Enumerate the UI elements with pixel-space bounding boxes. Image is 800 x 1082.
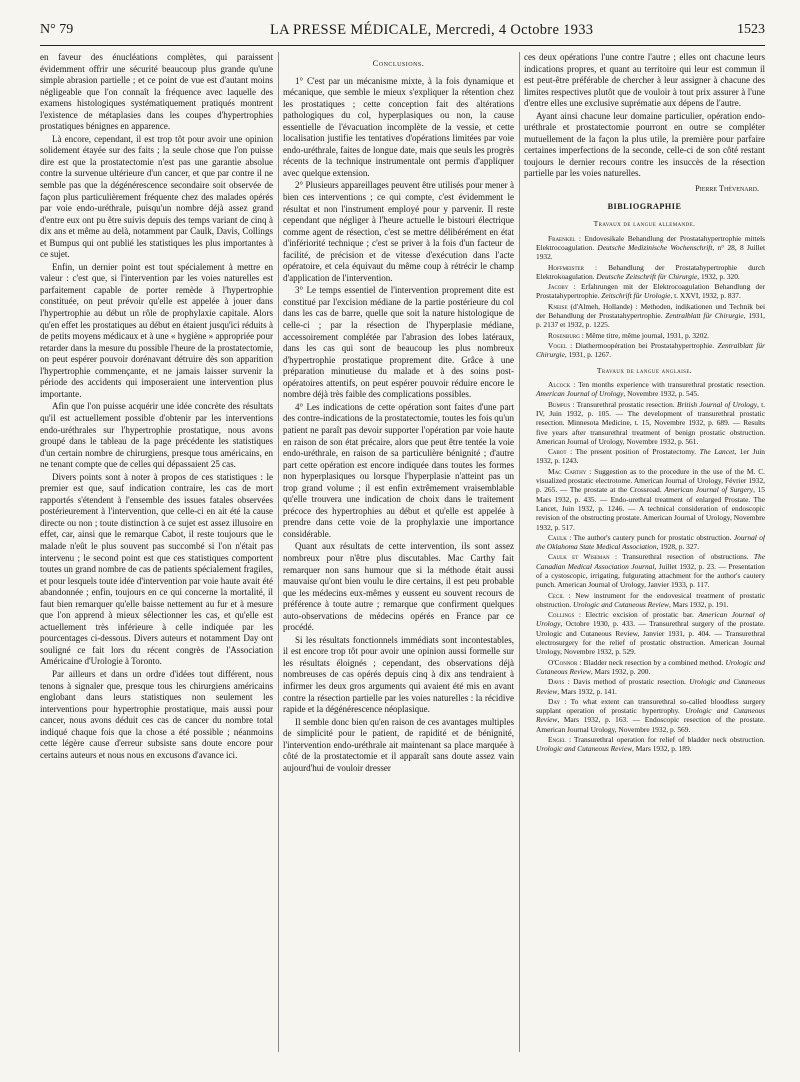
reference-entry xyxy=(524,677,765,696)
reference-author: Day xyxy=(548,696,561,706)
reference-text: : Transurethral operation for relief of bladder neck obstruction. xyxy=(565,735,765,745)
reference-author: Vogel xyxy=(548,340,567,350)
reference-text: , Novembre 1932, p. 545. xyxy=(623,389,699,399)
reference-text: : Behandlung der Prostatahypertrophie durch Elektrokoagulation. xyxy=(536,262,765,281)
reference-text: : Davis method of prostatic resection. xyxy=(564,677,690,687)
reference-text: , 15 Mars 1932, p. 435. — Endo-urethral treatment of enlarged Prostate. The Lancet, Juin 1932, p. 1246. — A technical consideration of endoscopic revision of the obstructing prostate. American Journal of Urology, Novembre 1932, p. 517. xyxy=(536,485,765,532)
paragraph: 2° Plusieurs appareillages peuvent être utilisés pour mener à bien ces interventions ; ce qui compte, c'est évidemment le résultat et non l'instrument employé pour y parvenir. Il reste cependant que négliger à l'heure actuelle le bistouri électrique comme agent de résection, c'est se mettre délibérément en état d'infériorité technique ; c'est se priver à la fois d'un facteur de facilité, de précision et de vitesse d'exécution dans l'acte opératoire, et cela équivaut du même coup à rétrécir le champ d'application de l'intervention. xyxy=(283,180,514,283)
reference-text: : Transurethral prostatic resection. xyxy=(570,399,677,409)
reference-text: : The present position of Prostatectomy. xyxy=(566,447,700,457)
reference-text: , Mars 1932, p. 191. xyxy=(668,599,729,609)
reference-author: Engel xyxy=(548,735,566,745)
bibliography-title: BIBLIOGRAPHIE xyxy=(607,201,682,211)
reference-author: Kneise xyxy=(548,301,568,311)
paragraph: Par ailleurs et dans un ordre d'idées tout différent, nous tenons à signaler que, presque tous les chirurgiens américains englobant dans leurs statistiques non seulement les interventions pour hypertrophie prostatique, mais aussi pour cancer, nous avons déduit ces cas de cancer du nombre total indiqué chaque fois que la chose a été possible ; néanmoins cette légère cause d'erreur subsiste sans doute encore pour certains auteurs et nous nous en excusons d'avance ici. xyxy=(40,668,273,760)
reference-entry xyxy=(524,380,765,399)
reference-text: , 1928, p. 327. xyxy=(656,542,700,552)
reference-text: , 1er Juin 1932, p. 1243. xyxy=(536,447,765,466)
german-reference-list xyxy=(524,234,765,360)
reference-author: O'Connor xyxy=(548,657,578,667)
german-works-title: Travaux de langue allemande. xyxy=(593,219,696,229)
reference-text: , t. XXVI, 1932, p. 837. xyxy=(670,291,741,301)
paragraph: en faveur des énucléations complètes, qui paraissent évidemment offrir une sécurité beaucoup plus grande qu'une simple abrasion partielle ; et ce point de vue est d'autant moins négligeable que l'on connaît la fréquence avec laquelle des examens histologiques systématiquement pratiqués montrent l'existence de métaplasies dans les coupes d'hypertrophies prostatiques bénignes en apparence. xyxy=(40,52,273,132)
reference-entry xyxy=(524,552,765,589)
reference-text: , Mars 1932, p. 189. xyxy=(632,744,692,754)
reference-source: Deutsche Zeitschrift für Chirurgie xyxy=(596,271,698,281)
reference-source: Urologic and Cutaneous Review xyxy=(536,706,765,725)
reference-text: (d'Almeh, Hollande) : Methoden, indikationen und Technik bei der Behandlung der Prostatahypertrophie. xyxy=(536,301,765,321)
author-signature: Pierre Thévenard. xyxy=(695,184,759,194)
paragraph: Ayant ainsi chacune leur domaine particulier, opération endo-uréthrale et prostatectomie pourront en outre se compléter mutuellement de la façon la plus utile, la première pour parfaire certaines imperfections de la seconde, celle-ci de son côté restant toujours le dernier recours contre les insuccès de la résection partielle par les voies naturelles. xyxy=(524,110,765,179)
reference-source: Zeitschrift für Urologie xyxy=(601,291,671,301)
reference-entry xyxy=(524,400,765,446)
column-divider xyxy=(519,52,520,1052)
reference-source: Urologic and Cutaneous Review xyxy=(536,677,765,696)
reference-author: Cabot xyxy=(548,447,567,457)
reference-text: , n° 28, 8 Juillet 1932. xyxy=(536,242,765,262)
reference-text: , Mars 1932, p. 163. — Endoscopic resection of the prostate. American Journal Urology, Novembre 1932, p. 569. xyxy=(536,715,765,734)
paragraph: ces deux opérations l'une contre l'autre ; elles ont chacune leurs indications propres, et quant au territoire qui leur est commun il est peut-être préférable de chercher à leur assigner à chacune des limites respectives plutôt que de vouloir à tout prix assurer à l'une d'entre elles une exclusive suprématie aux dépens de l'autre. xyxy=(524,52,765,109)
english-works-title: Travaux de langue anglaise. xyxy=(596,365,693,375)
column-divider xyxy=(278,52,279,1052)
paragraph: Il semble donc bien qu'en raison de ces avantages multiples de simplicité pour le patient, de rapidité et de bénignité, l'intervention endo-uréthrale ait maintenant sa place marquée à côté de la prostatectomie et il apparaît sans doute assez vain aujourd'hui de vouloir dresser xyxy=(283,716,514,773)
column-1 xyxy=(40,52,273,1057)
reference-source: Deutsche Medizinische Wochenschrift xyxy=(597,242,713,252)
reference-source: The Lancet xyxy=(699,447,735,457)
reference-author: Davis xyxy=(548,677,565,687)
reference-author: Caulk xyxy=(548,532,567,542)
reference-author: Alcock xyxy=(548,380,571,390)
paragraph: 3° Le temps essentiel de l'intervention proprement dite est constitué par l'excision médiane de la partie postérieure du col dans les cas de barre, quelle que soit la nature histologique de celle-ci ; par la résection de l'hyperplasie médiane, accessoirement complétée par l'abrasion des lobes latéraux, dans les cas qui sont de beaucoup les plus nombreux d'hypertrophie prostatique proprement dite. Grâce à une préparation minutieuse du malade et à des soins post-opératoires attentifs, on peut espérer pouvoir réduire encore le nombre déjà très faible des complications possibles. xyxy=(283,285,514,400)
reference-text: , Mars 1932, p. 200. xyxy=(590,666,651,676)
reference-entry xyxy=(524,658,765,677)
reference-text: : To what extent can transurethral so-called bloodless surgery supplant operation of prostatic hypertrophy. xyxy=(536,696,765,716)
reference-text: , Octobre 1930, p. 433. — Transurethral surgery of the prostate. Urologic and Cutaneous Review, Janvier 1931, p. 404. — Transurethral electrosurgery for the relief of prostatic obstruction. American Journal Urology, Novembre 1932, p. 529. xyxy=(536,619,765,657)
reference-text: : Suggestion as to the procedure in the use of the M. C. visualized prostatic electrotome. American Journal of Urology, Février 1932, p. 265. — The prostate at the Crossroad. xyxy=(536,466,765,495)
reference-text: : Erfahrungen mit der Elektrocoagulation Behandlung der Prostatahypertrophie. xyxy=(536,282,765,301)
reference-author: Caulk et Wiseman xyxy=(548,552,610,562)
reference-text: : Diathermoopération bei Prostatahypertrophie. xyxy=(566,340,718,350)
reference-entry xyxy=(524,331,765,340)
section-title: Conclusions. xyxy=(372,58,425,68)
header-rule xyxy=(40,45,765,46)
reference-text: : Endovesikale Behandlung der Prostatahypertrophie mittels Elektrocoagulation. xyxy=(536,233,765,252)
reference-text: , Juillet 1932, p. 23. — Presentation of a cystoscopic, irrigating, fulgurating attachment for the author's cautery punch. American Journal of Urology, Janvier 1933, p. 117. xyxy=(536,561,765,590)
reference-text: , 1931, p. 1267. xyxy=(564,350,612,360)
paragraph: Quant aux résultats de cette intervention, ils sont assez nombreux pour n'être plus discutables. Mac Carthy fait remarquer non sans humour que si la méthode était aussi mauvaise qu'ont bien voulu le dire certains, il est peu probable que les médecins eux-mêmes y eussent eu souvent recours de préférence à toute autre ; remarque que confirment quelques auto-observations de médecins opérés en France par ce procédé. xyxy=(283,541,514,633)
reference-text: , Mars 1932, p. 141. xyxy=(557,686,617,696)
reference-text: : Electric excision of prostatic bar. xyxy=(574,610,699,620)
column-3 xyxy=(524,52,765,1057)
reference-text: , 1931, p. 2137 et 1932, p. 1225. xyxy=(536,311,765,330)
reference-entry xyxy=(524,234,765,262)
reference-text: : The author's cautery punch for prostatic obstruction. xyxy=(566,532,734,542)
paragraph: Là encore, cependant, il est trop tôt pour avoir une opinion solidement étayée sur des faits ; la seule chose que l'on puisse dire est que la prostatectomie n'est pas une garantie absolue contre la survenue ultérieure d'un cancer, et que par contre il ne semble pas que la dégénérescence secondaire soit observée de façon plus particulièrement fréquente chez des malades opérés par voie endo-uréthrale, puisqu'un nombre déjà assez grand d'entre eux ont pu être suivis depuis des temps variant de cinq à dix ans et même au delà, notamment par Caulk, Davis, Collings et Bumpus qui ont publié les statistiques les plus importantes à ce sujet. xyxy=(40,133,273,260)
reference-entry xyxy=(524,282,765,301)
paragraph: Divers points sont à noter à propos de ces statistiques : le premier est que, sauf indication contraire, les cas de mort rapportés s'étendent à l'ensemble des issues fatales observées postérieurement à l'intervention, que celle-ci en ait été la cause directe ou non ; toute distinction à ce sujet est assez illusoire en effet, car, ainsi que le remarque Cabot, il reste toujours que le malade n'eût le plus souvent pas succombé si l'on n'était pas intervenu ; le second point est que ces statistiques comportent toutes un grand nombre de cas de patients spécialement fragiles, et pour lesquels toute idée d'intervention par voie haute avait été abandonnée ; enfin, toujours en ce qui concerne la mortalité, il faut bien remarquer qu'elle baisse nettement au fur et à mesure que l'on apprend à mieux sélectionner les cas, et qu'elle est actuellement très inférieure à celle indiquée par les pourcentages ci-dessous. Divers auteurs et notamment Day ont souligné ce fait lors du récent congrès de l'Association Américaine d'Urologie à Toronto. xyxy=(40,471,273,667)
reference-entry xyxy=(524,341,765,360)
reference-entry xyxy=(524,302,765,330)
reference-author: Mac Carthy xyxy=(548,466,587,476)
reference-text: : Transurethral resection of obstructions. xyxy=(609,552,754,562)
reference-author: Jacoby xyxy=(548,282,569,292)
reference-text: : Bladder neck resection by a combined method. xyxy=(577,657,726,667)
reference-entry xyxy=(524,610,765,656)
reference-text: : Même titre, même journal, 1931, p. 3202. xyxy=(579,330,709,340)
reference-entry xyxy=(524,697,765,734)
reference-text: : New instrument for the endovesical treatment of prostatic obstruction. xyxy=(536,590,765,609)
reference-entry xyxy=(524,447,765,466)
reference-source: Zentralblatt für Chirurgie xyxy=(536,340,765,360)
reference-author: Fraenkel xyxy=(548,233,576,243)
reference-source: The Canadian Medical Association Journal xyxy=(536,552,765,571)
reference-source: Urologic and Cutaneous Review xyxy=(572,599,669,609)
reference-source: American Journal of Urology xyxy=(536,610,765,629)
reference-entry xyxy=(524,533,765,552)
reference-text: , t. IV, Juin 1932, p. 105. — The development of transurethral prostatic resection. Minnesota Medicine, t. 15, Novembre 1932, p. 689. — Results five years after transurethral treatment of benign prostatic obstruction. American Journal of Urology, Novembre 1932, p. 561. xyxy=(536,399,765,446)
paragraph: Si les résultats fonctionnels immédiats sont incontestables, il est encore trop tôt pour avoir une opinion aussi formelle sur les résultats éloignés ; cependant, des observations déjà nombreuses de cas opérés depuis cinq à dix ans tendraient à infirmer les deux gros arguments qui avaient été mis en avant contre la résection partielle par les voies naturelles : la récidive rapide et la dégénérescence néoplasique. xyxy=(283,634,514,715)
reference-source: Zentralblatt für Chirurgie xyxy=(665,311,744,321)
journal-title: LA PRESSE MÉDICALE, Mercredi, 4 Octobre 1933 xyxy=(270,22,594,38)
reference-source: American Journal of Surgery xyxy=(664,485,754,495)
reference-author: Hoffmeister xyxy=(548,262,584,272)
reference-entry xyxy=(524,591,765,610)
column-2 xyxy=(283,52,514,1057)
paragraph: 4° Les indications de cette opération sont faites d'une part des contre-indications de la prostatectomie, toutes les fois qu'un patient ne paraît pas devoir supporter l'opération par voie haute en raison de son état précaire, alors que peut être tentée la voie endo-uréthrale, en raison de sa particulière bénignité ; d'autre part cette opération est encore indiquée dans toutes les formes non hyperplasiques ou lorsque l'hyperplasie n'atteint pas un trop grand volume ; il est enfin extrêmement vraisemblable qu'elle trouvera une indication de choix dans le traitement précoce des hypertrophies au début et qu'elle est appelée à prendre dans cette voie de la prophylaxie une importance considérable. xyxy=(283,401,514,539)
reference-author: Cecil xyxy=(548,590,565,600)
reference-entry xyxy=(524,467,765,532)
reference-author: Collings xyxy=(548,610,575,620)
issue-number: N° 79 xyxy=(40,22,74,37)
reference-source: American Journal of Urology xyxy=(536,389,624,399)
paragraph: 1° C'est par un mécanisme mixte, à la fois dynamique et mécanique, que semble le mieux s'expliquer la rétention chez les prostatiques ; cette conception fait des altérations pathologiques du col, hyperplasiques ou non, la cause essentielle de l'évacuation incomplète de la vessie, et cette localisation justifie les tentatives d'opérations limitées par voie endo-uréthrale, faites de longue date, mais que seuls les progrès récents de la technique instrumentale ont permis d'appliquer avec quelque extension. xyxy=(283,75,514,178)
reference-entry xyxy=(524,263,765,282)
reference-source: Journal of the Oklahoma State Medical Association xyxy=(536,532,765,552)
reference-text: , 1932, p. 320. xyxy=(697,271,740,281)
reference-author: Bumpus xyxy=(548,399,571,409)
reference-text: : Ten months experience with transurethral prostatic resection. xyxy=(570,380,765,390)
paragraph: Enfin, un dernier point est tout spécialement à mettre en valeur : c'est que, si l'intervention par les voies naturelles est parfaitement capable de porter remède à l'hypertrophie constituée, on peut prévoir qu'elle est appelée à jouer dans l'hypertrophie au début un rôle de prophylaxie capitale. Alors qu'en effet les prostatiques au début en étaient jusqu'ici réduits à de petits moyens médicaux et à une « hygiène » appropriée pour retarder dans la mesure du possible l'heure de la prostatectomie, on peut espérer pouvoir dorénavant détruire dès son apparition l'hypertrophie commençante, et ne jamais laisser survenir la période des accidents qui imposeraient une intervention plus importante. xyxy=(40,261,273,399)
page-header xyxy=(40,22,765,42)
reference-author: Rosenburg xyxy=(548,330,580,340)
reference-source: British Journal of Urology xyxy=(676,399,757,409)
page-number: 1523 xyxy=(737,22,765,37)
reference-entry xyxy=(524,735,765,754)
reference-source: Urologic and Cutaneous Review xyxy=(536,657,765,676)
english-reference-list xyxy=(524,380,765,754)
paragraph: Afin que l'on puisse acquérir une idée concrète des résultats qu'il est actuellement possible d'obtenir par les interventions endo-uréthrales sur l'hypertrophie prostatique, nous avons groupé dans le tableau de la page précédente les statistiques d'un certain nombre de chirurgiens, presque tous américains, en ne tenant compte que de celles qui dépassaient 25 cas. xyxy=(40,401,273,470)
reference-source: Urologic and Cutaneous Review xyxy=(536,744,632,754)
